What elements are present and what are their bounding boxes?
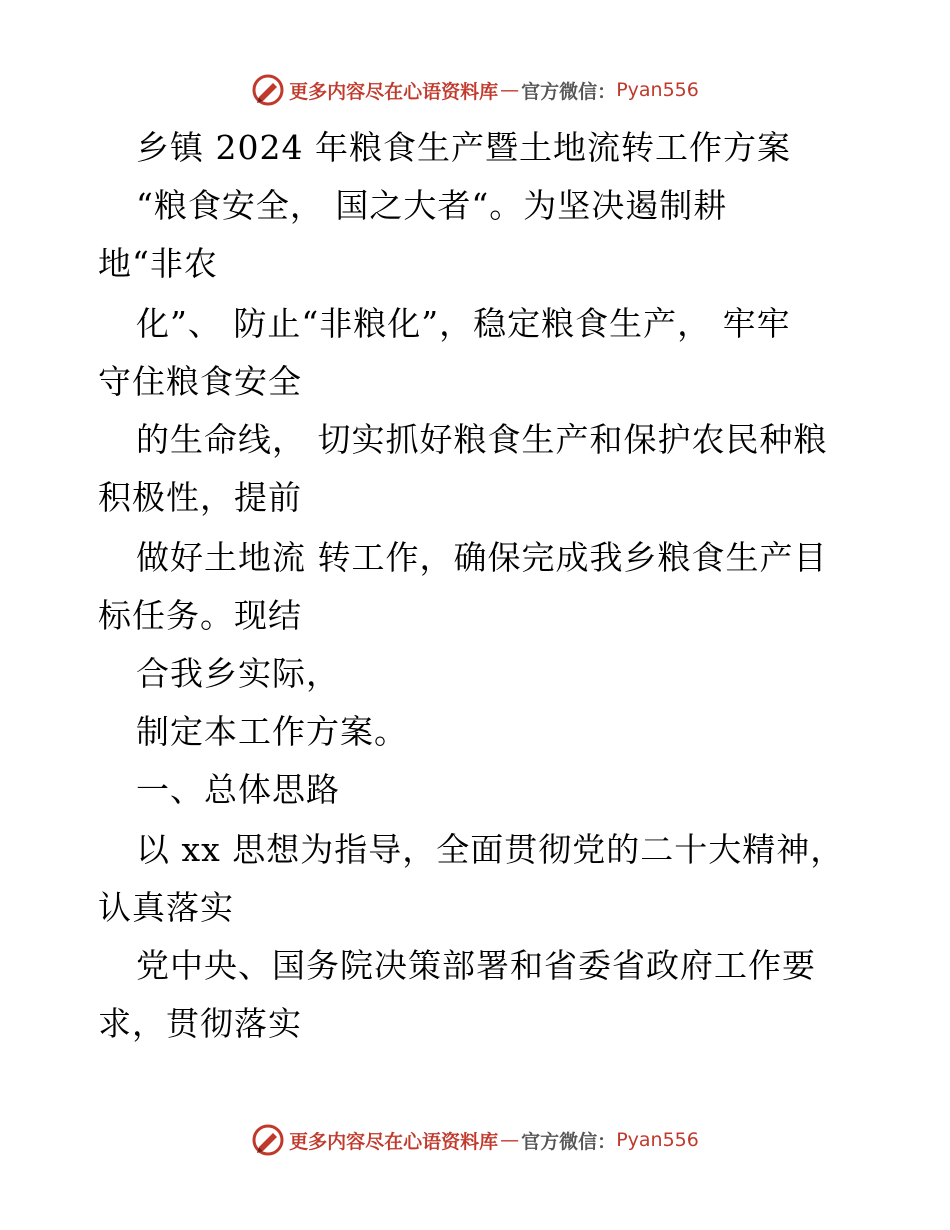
doc-line: 认真落实 — [98, 888, 234, 927]
doc-line: 求，贯彻落实 — [98, 1004, 302, 1043]
doc-line: 党中央、国务院决策部署和省委省政府工作要 — [136, 946, 816, 985]
doc-section-heading: 一、总体思路 — [136, 770, 340, 809]
doc-line: 以 xx 思想为指导，全面贯彻党的二十大精神， — [136, 830, 845, 869]
doc-line: 标任务。现结 — [98, 596, 302, 635]
banner-wechat-label: 官方微信： — [521, 80, 617, 103]
doc-line: 化”、 防止“非粮化”，稳定粮食生产， 牢牢 — [136, 304, 791, 343]
doc-line: 做好土地流 转工作，确保完成我乡粮食生产目 — [136, 538, 828, 577]
banner-wechat-label: 官方微信： — [521, 1130, 617, 1153]
banner-site-text: 更多内容尽在心语资料库 — [289, 80, 499, 103]
pen-logo-icon — [251, 1123, 285, 1157]
banner-dash: — — [500, 79, 520, 101]
banner-dash: — — [500, 1129, 520, 1151]
doc-line: “粮食安全， 国之大者“。为坚决遏制耕 — [136, 186, 728, 225]
banner-account: Pyan556 — [616, 79, 699, 101]
banner-site-text: 更多内容尽在心语资料库 — [289, 1130, 499, 1153]
banner-account: Pyan556 — [616, 1129, 699, 1151]
doc-line: 合我乡实际， — [136, 654, 340, 693]
doc-line: 的生命线， 切实抓好粮食生产和保护农民种粮 — [136, 420, 828, 459]
doc-line: 守住粮食安全 — [98, 362, 302, 401]
doc-line: 地“非农 — [98, 244, 218, 283]
doc-line: 积极性，提前 — [98, 478, 302, 517]
footer-banner — [0, 1120, 950, 1160]
doc-line: 制定本工作方案。 — [136, 712, 408, 751]
doc-title: 乡镇 2024 年粮食生产暨土地流转工作方案 — [136, 128, 791, 167]
